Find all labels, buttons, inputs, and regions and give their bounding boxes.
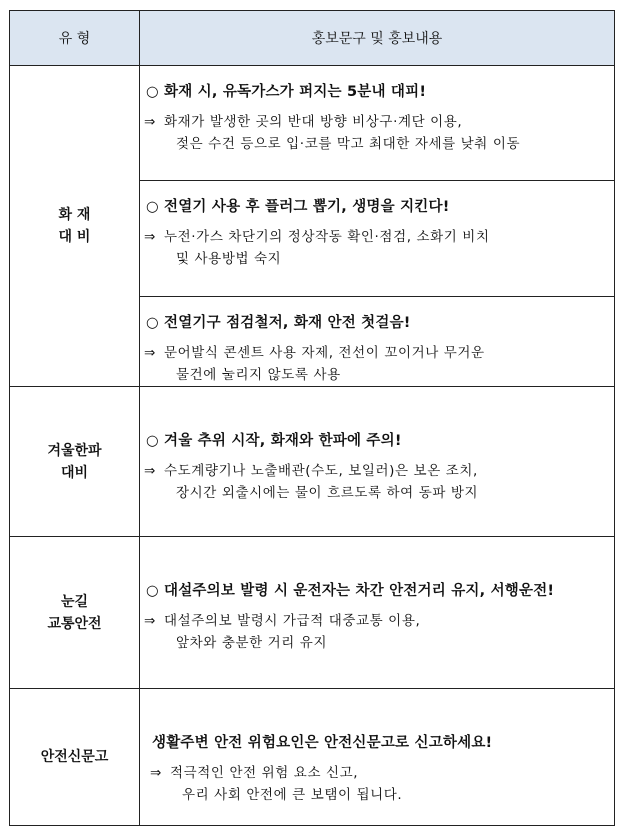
promo-item (146, 537, 606, 654)
divider (140, 180, 614, 181)
item-headline: 대설주의보 발령 시 운전자는 차간 안전거리 유지, 서행운전! (164, 583, 555, 599)
arrow-icon: ⇒ (144, 613, 156, 629)
item-detail-line: 장시간 외출시에는 물이 흐르도록 하여 동파 방지 (176, 485, 479, 501)
arrow-icon: ⇒ (144, 114, 156, 130)
header-row (10, 11, 615, 66)
divider (140, 296, 614, 297)
arrow-icon: ⇒ (144, 463, 156, 479)
row-type-report: 안전신문고 (10, 689, 140, 826)
promo-item (146, 689, 606, 806)
promo-table (9, 10, 615, 826)
promo-item (146, 195, 606, 296)
row-type-snow: 눈길 교통안전 (10, 537, 140, 689)
row-type-fire: 화 재 대 비 (10, 66, 140, 387)
circle-bullet-icon: ○ (146, 84, 159, 100)
item-detail-line: 누전·가스 차단기의 정상작동 확인·점검, 소화기 비치 (164, 229, 490, 245)
item-detail-line: 화재가 발생한 곳의 반대 방향 비상구·계단 이용, (164, 114, 463, 130)
header-type: 유 형 (10, 11, 140, 66)
promo-item (146, 80, 606, 180)
item-detail-line: 및 사용방법 숙지 (176, 251, 282, 267)
table-row (10, 689, 615, 826)
item-detail-line: 문어발식 콘센트 사용 자제, 전선이 꼬이거나 무거운 (164, 345, 485, 361)
promo-item (146, 311, 606, 386)
circle-bullet-icon: ○ (146, 199, 159, 215)
row-content-fire (140, 66, 615, 387)
table-row (10, 387, 615, 537)
table-row (10, 537, 615, 689)
arrow-icon: ⇒ (144, 229, 156, 245)
item-headline: 겨울 추위 시작, 화재와 한파에 주의! (164, 433, 402, 449)
header-content: 홍보문구 및 홍보내용 (140, 11, 615, 66)
row-content-snow (140, 537, 615, 689)
circle-bullet-icon: ○ (146, 433, 159, 449)
item-detail-line: 앞차와 충분한 거리 유지 (176, 635, 328, 651)
promo-item (146, 387, 606, 504)
circle-bullet-icon: ○ (146, 583, 159, 599)
item-detail-line: 물건에 눌리지 않도록 사용 (176, 367, 341, 383)
row-type-cold: 겨울한파 대비 (10, 387, 140, 537)
item-detail-line: 수도계량기나 노출배관(수도, 보일러)은 보온 조치, (164, 463, 478, 479)
arrow-icon: ⇒ (144, 345, 156, 361)
item-detail-line: 젖은 수건 등으로 입·코를 막고 최대한 자세를 낮춰 이동 (176, 136, 521, 152)
table-row (10, 66, 615, 387)
item-headline: 전열기구 점검철저, 화재 안전 첫걸음! (164, 315, 411, 331)
row-content-cold (140, 387, 615, 537)
circle-bullet-icon: ○ (146, 315, 159, 331)
item-headline: 전열기 사용 후 플러그 뽑기, 생명을 지킨다! (164, 199, 450, 215)
item-headline: 생활주변 안전 위험요인은 안전신문고로 신고하세요! (152, 735, 493, 751)
item-detail-line: 우리 사회 안전에 큰 보탬이 됩니다. (182, 787, 403, 803)
row-content-report (140, 689, 615, 826)
item-detail-line: 적극적인 안전 위험 요소 신고, (170, 765, 359, 781)
item-detail-line: 대설주의보 발령시 가급적 대중교통 이용, (164, 613, 421, 629)
arrow-icon: ⇒ (150, 765, 162, 781)
item-headline: 화재 시, 유독가스가 퍼지는 5분내 대피! (164, 84, 427, 100)
